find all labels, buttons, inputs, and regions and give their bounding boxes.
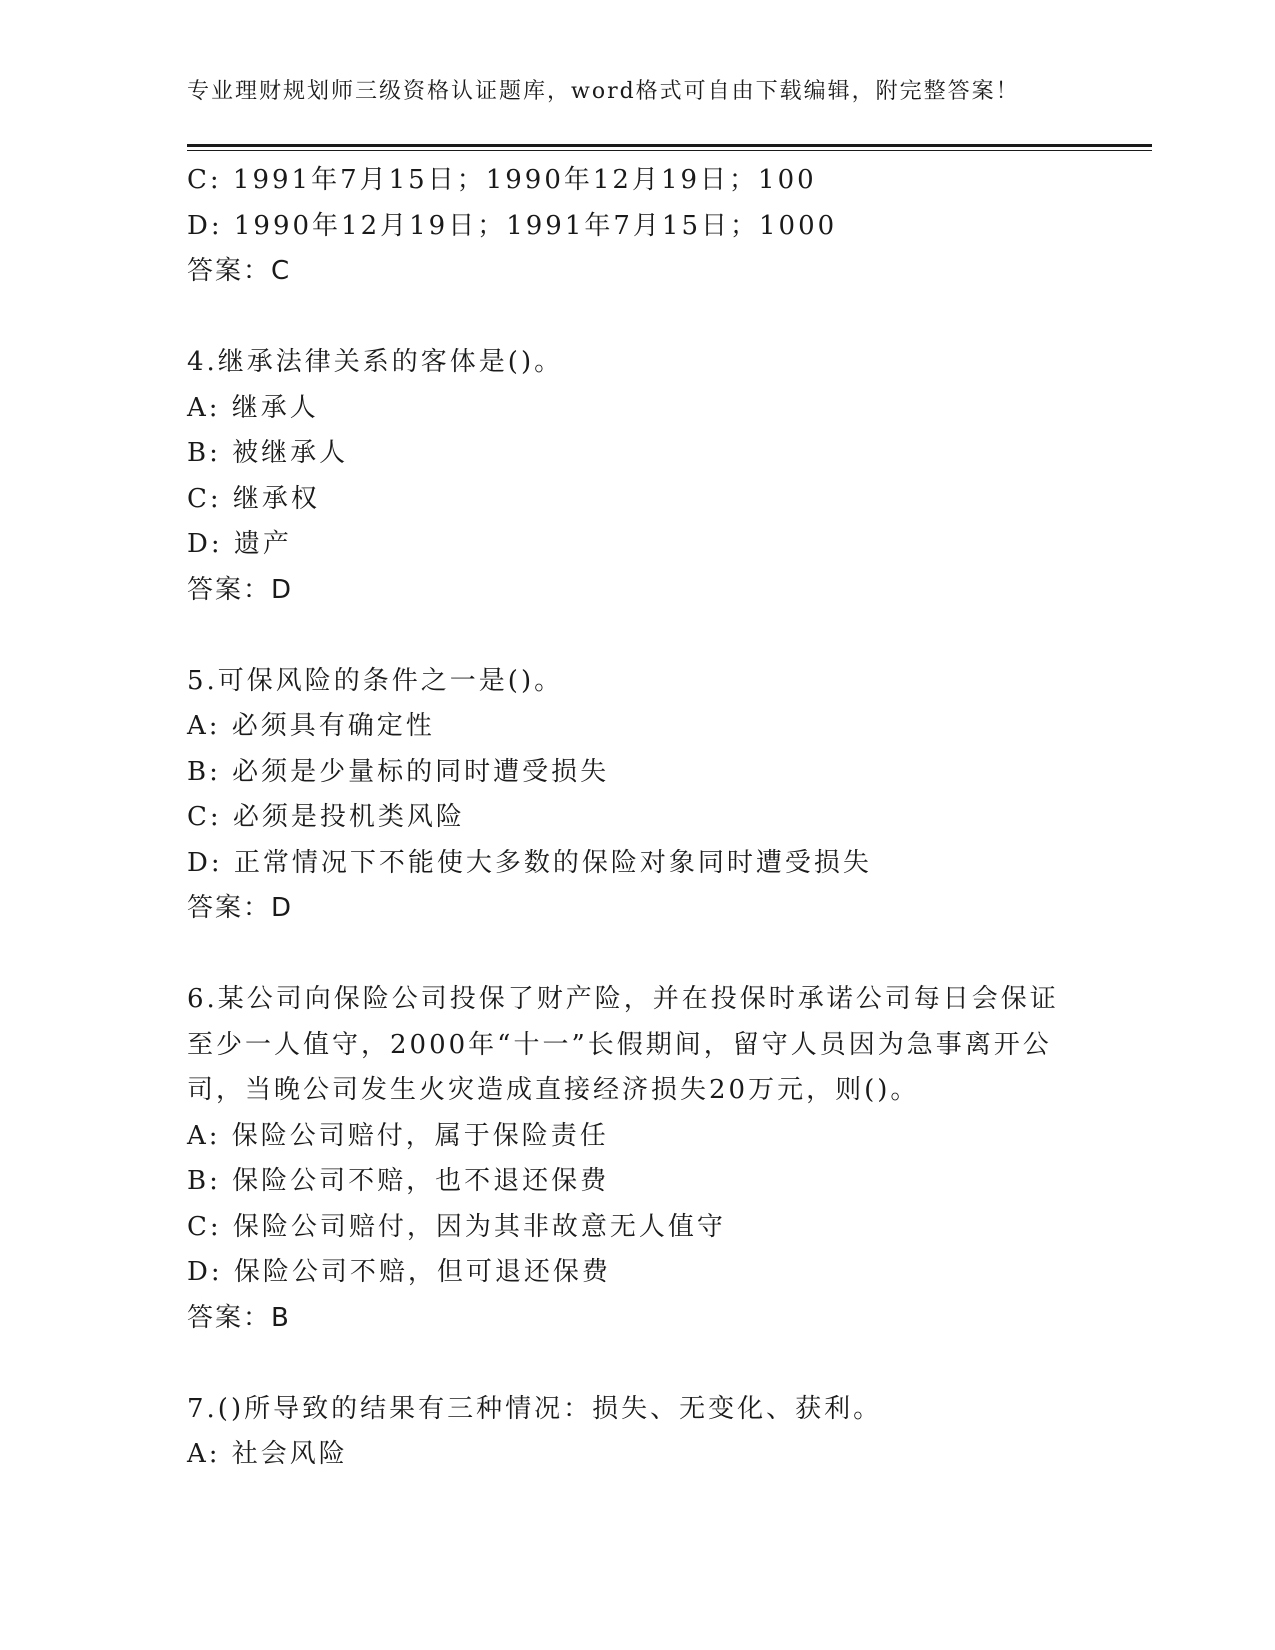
- q5-question: 5.可保风险的条件之一是()。: [187, 665, 564, 696]
- q4-option-a: A: 继承人: [187, 392, 319, 423]
- q7-option-a: A: 社会风险: [187, 1439, 348, 1469]
- q4-answer: 答案：D: [187, 574, 294, 605]
- q5-option-c: C: 必须是投机类风险: [187, 802, 465, 832]
- header-rule-thick: [187, 144, 1152, 147]
- spacer: [187, 295, 1087, 341]
- question-content: [187, 158, 1087, 1478]
- q6-question-line-1: 6.某公司向保险公司投保了财产险，并在投保时承诺公司每日会保证: [187, 984, 1059, 1014]
- q6-option-d: D: 保险公司不赔，但可退还保费: [187, 1257, 611, 1287]
- spacer: [187, 932, 1087, 978]
- header-rule-thin: [187, 150, 1152, 151]
- q6-answer: 答案：B: [187, 1302, 291, 1333]
- q4-question: 4.继承法律关系的客体是()。: [187, 347, 564, 377]
- q6-option-c: C: 保险公司赔付，因为其非故意无人值守: [187, 1211, 726, 1242]
- q5-option-d: D: 正常情况下不能使大多数的保险对象同时遭受损失: [187, 847, 872, 878]
- spacer: [187, 1341, 1087, 1387]
- q5-option-a: A: 必须具有确定性: [187, 711, 435, 741]
- page-header: 专业理财规划师三级资格认证题库，word格式可自由下载编辑，附完整答案！: [187, 79, 1020, 104]
- q3-answer: 答案：C: [187, 256, 292, 286]
- q3-option-d: D: 1990年12月19日；1991年7月15日；1000: [187, 210, 838, 241]
- q6-option-a: A: 保险公司赔付，属于保险责任: [187, 1120, 609, 1151]
- q6-question-line-3: 司，当晚公司发生火灾造成直接经济损失20万元，则()。: [187, 1075, 920, 1105]
- q3-option-c: C: 1991年7月15日；1990年12月19日；100: [187, 165, 817, 195]
- q6-question-line-2: 至少一人值守，2000年“十一”长假期间，留守人员因为急事离开公: [187, 1029, 1052, 1060]
- q4-option-b: B: 被继承人: [187, 438, 349, 468]
- q5-option-b: B: 必须是少量标的同时遭受损失: [187, 756, 610, 787]
- spacer: [187, 613, 1087, 659]
- q6-option-b: B: 保险公司不赔，也不退还保费: [187, 1166, 610, 1196]
- q7-question: 7.()所导致的结果有三种情况：损失、无变化、获利。: [187, 1393, 883, 1424]
- q4-option-d: D: 遗产: [187, 529, 292, 559]
- q5-answer: 答案：D: [187, 893, 294, 923]
- q4-option-c: C: 继承权: [187, 483, 320, 514]
